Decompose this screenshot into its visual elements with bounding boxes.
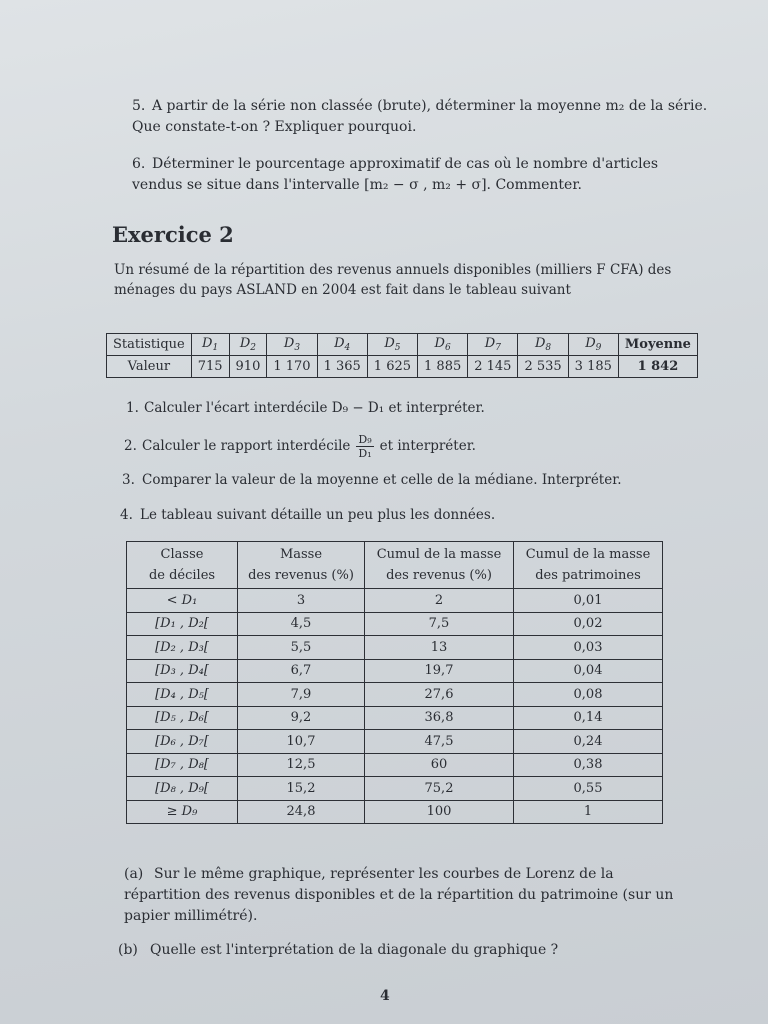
cell-masse: 15,2 [238, 777, 365, 801]
cell-classe: [D₆ , D₇[ [127, 730, 238, 754]
cell-cumul-rev: 100 [365, 800, 514, 824]
value-d6: 1 885 [418, 356, 468, 378]
cell-cumul-pat: 0,55 [514, 777, 663, 801]
cell-masse: 4,5 [238, 612, 365, 636]
detail-table-body [127, 589, 663, 824]
summary-value-row [107, 356, 698, 378]
table-row [127, 636, 663, 660]
cell-cumul-rev: 19,7 [365, 659, 514, 683]
col-d4: $D_4$ [317, 334, 367, 356]
table-row [127, 706, 663, 730]
col-d3: $D_3$ [267, 334, 317, 356]
cell-masse: 6,7 [238, 659, 365, 683]
cell-cumul-pat: 0,24 [514, 730, 663, 754]
cell-classe: [D₄ , D₅[ [127, 683, 238, 707]
sub-question-a-text: Sur le même graphique, représenter les courbes de Lorenz de la répartition des revenus disponibles et de la répartition du patrimoine (sur un papier millimétré). [124, 866, 674, 924]
col-d7: $D_7$ [468, 334, 518, 356]
question-3: 3. Comparer la valeur de la moyenne et celle de la médiane. Interpréter. [122, 472, 622, 488]
value-d7: 2 145 [468, 356, 518, 378]
value-d2: 910 [229, 356, 267, 378]
question-6-text: Déterminer le pourcentage approximatif de cas où le nombre d'articles vendus se situe dans l'intervalle [m₂ − σ , m₂ + σ]. Commenter. [132, 156, 659, 193]
cell-classe: [D₁ , D₂[ [127, 612, 238, 636]
cell-cumul-rev: 2 [365, 589, 514, 613]
question-1-text: Calculer l'écart interdécile D₉ − D₁ et interpréter. [144, 400, 485, 416]
cell-classe: [D₅ , D₆[ [127, 706, 238, 730]
question-5-text: A partir de la série non classée (brute), déterminer la moyenne m₂ de la série. Que constate-t-on ? Expliquer pourquoi. [132, 98, 708, 135]
cell-cumul-pat: 0,04 [514, 659, 663, 683]
fraction-numerator: D₉ [358, 433, 372, 446]
cell-cumul-pat: 0,03 [514, 636, 663, 660]
value-d1: 715 [191, 356, 229, 378]
cell-masse: 7,9 [238, 683, 365, 707]
summary-row-label: Statistique [107, 334, 192, 356]
question-4: 4. Le tableau suivant détaille un peu plus les données. [120, 507, 496, 523]
cell-cumul-rev: 60 [365, 753, 514, 777]
decile-detail-table [126, 541, 663, 824]
cell-cumul-rev: 75,2 [365, 777, 514, 801]
question-2-text-after: et interpréter. [379, 438, 476, 454]
cell-classe: [D₃ , D₄[ [127, 659, 238, 683]
header-masse: Masse des revenus (%) [238, 542, 365, 589]
cell-cumul-rev: 7,5 [365, 612, 514, 636]
col-d8: $D_8$ [518, 334, 568, 356]
cell-classe: < D₁ [127, 589, 238, 613]
col-d2: $D_2$ [229, 334, 267, 356]
fraction-denominator: D₁ [358, 447, 372, 460]
sub-question-b-text: Quelle est l'interprétation de la diagonale du graphique ? [150, 942, 559, 958]
table-row [127, 730, 663, 754]
question-3-text: Comparer la valeur de la moyenne et celle de la médiane. Interpréter. [142, 472, 622, 488]
question-2-text-before: Calculer le rapport interdécile [142, 438, 351, 454]
col-d9: $D_9$ [568, 334, 618, 356]
value-d3: 1 170 [267, 356, 317, 378]
header-cumul-patrimoines: Cumul de la masse des patrimoines [514, 542, 663, 589]
cell-cumul-pat: 0,01 [514, 589, 663, 613]
summary-table [106, 333, 698, 378]
cell-masse: 9,2 [238, 706, 365, 730]
header-cumul-revenus: Cumul de la masse des revenus (%) [365, 542, 514, 589]
col-d6: $D_6$ [418, 334, 468, 356]
cell-cumul-pat: 0,02 [514, 612, 663, 636]
summary-header-row [107, 334, 698, 356]
cell-classe: [D₂ , D₃[ [127, 636, 238, 660]
interdecile-fraction [356, 433, 373, 460]
table-row [127, 612, 663, 636]
table-row [127, 659, 663, 683]
cell-cumul-pat: 0,14 [514, 706, 663, 730]
exercise-intro: Un résumé de la répartition des revenus annuels disponibles (milliers F CFA) des ménages du pays ASLAND en 2004 est fait dans le tableau suivant [114, 262, 672, 298]
question-6: 6. Déterminer le pourcentage approximatif de cas où le nombre d'articles vendus se situe dans l'intervalle [m₂ − σ , m₂ + σ]. Commenter. [132, 156, 659, 193]
sub-question-a: (a) Sur le même graphique, représenter les courbes de Lorenz de la répartition des revenus disponibles et de la répartition du patrimoine (sur un papier millimétré). [124, 866, 674, 924]
question-5: 5. A partir de la série non classée (brute), déterminer la moyenne m₂ de la série. Que constate-t-on ? Expliquer pourquoi. [132, 98, 708, 135]
value-moyenne: 1 842 [618, 356, 697, 378]
value-d5: 1 625 [367, 356, 417, 378]
cell-cumul-rev: 13 [365, 636, 514, 660]
table-row [127, 800, 663, 824]
value-d8: 2 535 [518, 356, 568, 378]
sub-question-b: (b) Quelle est l'interprétation de la diagonale du graphique ? [118, 942, 559, 958]
question-4-text: Le tableau suivant détaille un peu plus les données. [140, 507, 496, 523]
table-row [127, 777, 663, 801]
cell-masse: 24,8 [238, 800, 365, 824]
table-row [127, 589, 663, 613]
cell-cumul-pat: 1 [514, 800, 663, 824]
cell-cumul-pat: 0,08 [514, 683, 663, 707]
cell-cumul-rev: 36,8 [365, 706, 514, 730]
header-classe: Classe de déciles [127, 542, 238, 589]
col-d5: $D_5$ [367, 334, 417, 356]
value-d9: 3 185 [568, 356, 618, 378]
value-row-label: Valeur [107, 356, 192, 378]
exercise-title: Exercice 2 [112, 222, 234, 247]
col-d1: $D_1$ [191, 334, 229, 356]
cell-masse: 5,5 [238, 636, 365, 660]
cell-masse: 3 [238, 589, 365, 613]
value-d4: 1 365 [317, 356, 367, 378]
table-row [127, 683, 663, 707]
cell-cumul-rev: 27,6 [365, 683, 514, 707]
cell-classe: [D₈ , D₉[ [127, 777, 238, 801]
question-2: 2. Calculer le rapport interdécile $\frac{\text{D₉}}{\text{D₁}}$ et interpréter. [124, 433, 476, 460]
detail-header-row [127, 542, 663, 589]
cell-classe: ≥ D₉ [127, 800, 238, 824]
col-moyenne: Moyenne [618, 334, 697, 356]
cell-cumul-pat: 0,38 [514, 753, 663, 777]
table-row [127, 753, 663, 777]
page-number: 4 [380, 988, 390, 1004]
question-1: 1. Calculer l'écart interdécile D₉ − D₁ et interpréter. [126, 400, 485, 416]
cell-masse: 12,5 [238, 753, 365, 777]
cell-cumul-rev: 47,5 [365, 730, 514, 754]
cell-classe: [D₇ , D₈[ [127, 753, 238, 777]
cell-masse: 10,7 [238, 730, 365, 754]
